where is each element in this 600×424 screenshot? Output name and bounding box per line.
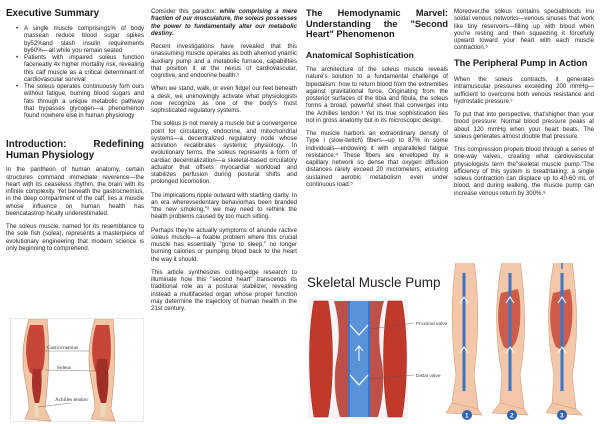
- leg-step-3: [546, 263, 582, 420]
- body-paragraph: Moreover,the soleus contains specialbloods inu soidal venous networks—venous sinuses that work like tiny reservoirs—filling up with blood when you're resting and then squeezing it forcefully upward toward your heart with each muscle contraction.⁶: [454, 8, 594, 52]
- executive-summary-heading: Executive Summary: [6, 8, 100, 19]
- bullet-item: • A single muscle comprising1% of body massean reduce blood sugar spikes by52%and slash insulin requirements by60%—all while you remain seated: [6, 25, 144, 54]
- bullet-item: • Patients with impaired soleus function faceneatly 4x higher mortality risk, revealing this calf muscle as a critical determinant of cardiovascular survival: [6, 54, 144, 83]
- column-1: [6, 8, 144, 258]
- step-number-1: 1: [465, 412, 469, 420]
- body-paragraph: Perhaps they're actually symptoms of anunde ractive soleus muscle—a fixable problem where this crucial muscle has essentially "gone to sleep," no longer burning calories or pumping blood back to the heart the way it should.: [151, 226, 297, 263]
- column-2: [151, 8, 297, 318]
- intro-paragraph: The soleus muscle, named for its resemblance to the sole fish (solea), represents a masterpiece of evolutionary engineering that modern science is only beginning to comprehend.: [6, 223, 144, 252]
- pump-figure-svg: [306, 263, 598, 422]
- column-3: [306, 8, 448, 194]
- bullet-item: • The soleus operates continuously forh ours without fatigue, burning blood sugars and fats through a unique metabolic pathway that bypasses glycogen—a phenomenon found nowhere else in human physiology: [6, 83, 144, 119]
- body-paragraph: The architecture of the soleus muscle reveals nature's solution to a fundamental challenge of bipedalism: how to return blood from the extremities against gravitational force. Originating from the posterior surfaces of the tibia and fibula, the soleus forms a broad, powerful sheet that converges into the Achilles tendon.³ Yet its true sophistication lies not in gross anatomy but in its microscopic design.: [306, 66, 448, 124]
- column-4: [454, 8, 594, 203]
- skeletal-muscle-pump-figure: [306, 263, 598, 422]
- step-number-2: 2: [510, 412, 514, 420]
- gastrocnemius-label: Gastrocnemius: [47, 345, 79, 351]
- body-paragraph: Recent investigations have revealed that this unassuming muscle operates as both ahemod ynamic auxiliary pump and a metabolic furnace, capabilities that position it at the nexus of cardiovascular, cognitive, and endocrine health.¹: [151, 43, 297, 79]
- hemodynamic-heading: The Hemodynamic Marvel: Understanding the "Second Heart" Phenomenon: [306, 8, 448, 39]
- body-paragraph: The implications ripple outward with startling clarity. In an era wherevsedentary behaviorhas been branded "the new smoking,"² we may need to rethink the health problems caused by too much sitting.: [151, 191, 297, 221]
- intro-paragraph: In the pantheon of human anatomy, certain structures command immediate reverence—the heart with its ceaseless rhythm, the brain with its infinite complexity. Yet beneath the gastrocnemius, in the deep compartment of the calf, lies a muscle whose influence on human health has beencatastrop hically underestimated.: [6, 166, 144, 217]
- lead-plain-text: Consider this paradox:: [151, 8, 220, 15]
- distal-valve-label: Distal valve: [416, 374, 441, 379]
- leg-step-2: [492, 263, 528, 420]
- step-number-3: 3: [560, 412, 564, 420]
- lead-emphasis-text: while comprising a mere fraction of our musculature, the soleus possesses the power to fundamentally alter our metabolic destiny.: [151, 8, 297, 37]
- peripheral-pump-heading: The Peripheral Pump in Action: [454, 57, 588, 68]
- body-paragraph: When the soleus contracts, it generates intramuscular pressures exceeding 200 mmHg—sufficient to overcome both venous resistance and hydrostatic pressure.⁷: [454, 76, 594, 105]
- body-paragraph: To put that into perspective, that'shigher than your blood pressure: Normal blood pressure peaks at about 120 mmHg when your heart beats. The soleus generates almost double that pressure.: [454, 111, 594, 140]
- pump-figure-title: Skeletal Muscle Pump: [307, 275, 441, 290]
- body-paragraph: The muscle harbors an extraordinary density of Type I (slow-twitch) fibers—up to 87% in some individuals—endowing it with unparalleled fatigue resistance.⁴ These fibers are enveloped by a capillary network so dense that oxygen diffusion distances rarely exceed 20 micrometers, ensuring sustained aerobic metabolism even under continuous load.⁵: [306, 130, 448, 188]
- calf-anatomy-illustration: [10, 318, 144, 422]
- body-paragraph: When we stand, walk, or even fidget our feet beneath a desk, we unknowingly activate what physiologists now recognize as one of the body's most sophisticated regulatory systems.: [151, 85, 297, 114]
- proximal-valve-label: Proximal valve: [416, 322, 448, 327]
- leg-step-1: [446, 263, 482, 420]
- soleus-label: Soleus: [57, 365, 71, 371]
- executive-bullets: [6, 25, 144, 119]
- lead-paragraph: [151, 8, 297, 37]
- vein-muscle-diagram: [308, 299, 448, 419]
- body-paragraph: This article synthesizes cutting-edge research to illuminate how this "second heart" transcends its traditional role as a postural stabilizer, revealing instead a multifaceted organ whose proper function may determine the trajectory of human health in the 21st century.: [151, 268, 297, 312]
- body-paragraph: The soleus is not merely a muscle but a convergence point for circulatory, endocrine, and mitochondrial systems—a decentralized regulatory node whose activation recalibrates systemic physiology. In evolutionary terms, the soleus represents a form of cardiac decentralization—a skeletal-based circulatory actuator that offsets myocardial workload and stabilizes perfusion during postural shifts and prolonged locomotion.: [151, 120, 297, 186]
- calf-anatomy-svg: [11, 319, 145, 423]
- anatomical-subheading: Anatomical Sophistication: [306, 49, 414, 60]
- body-paragraph: This compression propels blood through a series of one-way valves, creating what cardiovascular physiologists term the"skeletal muscle pump."The efficiency of this system is breathtaking: a single soleus contraction can displace up to 40-60 mL of blood, and during walking, the muscle pump can increase venous return by 300%.⁸: [454, 146, 594, 197]
- intro-heading: Introduction: Redefining Human Physiology: [6, 139, 144, 162]
- achilles-tendon-label: Achilles tendon: [55, 397, 88, 403]
